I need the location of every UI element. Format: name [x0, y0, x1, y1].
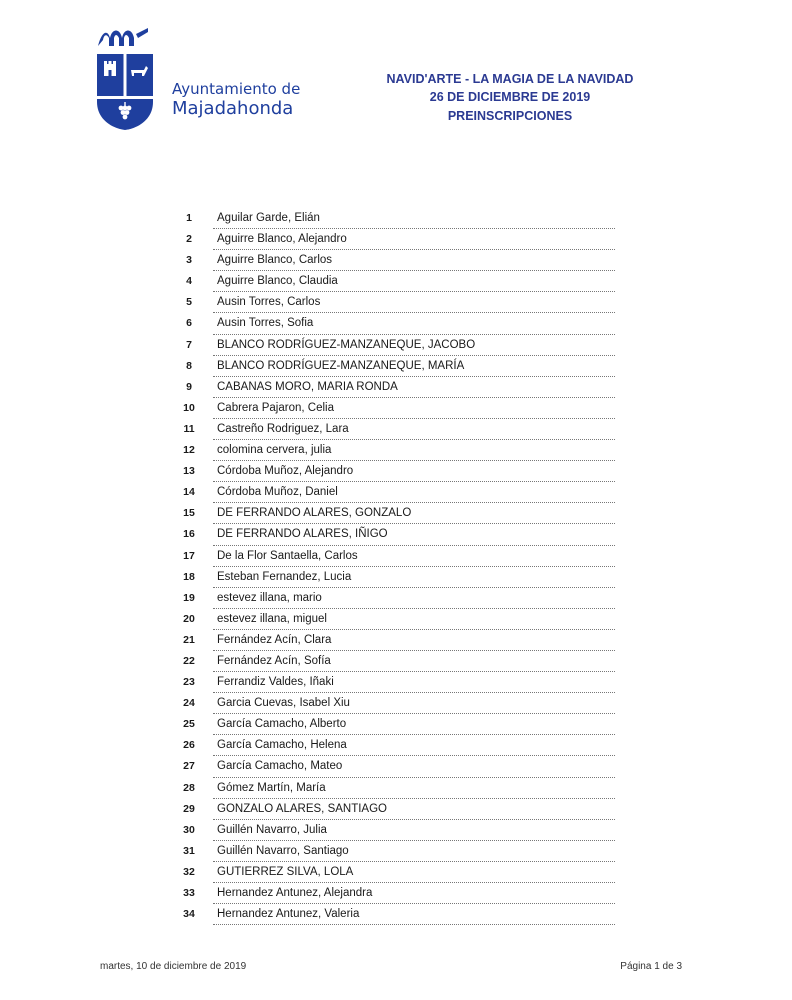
list-item-name: Castreño Rodriguez, Lara: [217, 422, 349, 435]
list-item-name: Aguirre Blanco, Carlos: [217, 254, 333, 267]
list-item: [178, 841, 615, 862]
list-item: [178, 250, 615, 271]
list-item-name: Esteban Fernandez, Lucia: [217, 570, 352, 583]
list-item-name: Fernández Acín, Clara: [217, 633, 332, 646]
list-item: [178, 503, 615, 524]
list-item-name: Ausin Torres, Sofia: [217, 317, 314, 330]
list-item-name: estevez illana, miguel: [217, 612, 327, 625]
list-item-number: 34: [183, 908, 195, 921]
list-item: [178, 904, 615, 925]
list-item-name: estevez illana, mario: [217, 591, 322, 604]
list-item-number: 27: [183, 760, 195, 773]
list-item-name: De la Flor Santaella, Carlos: [217, 549, 358, 562]
list-item: [178, 482, 615, 503]
list-item-name: García Camacho, Alberto: [217, 718, 347, 731]
list-item-name: García Camacho, Mateo: [217, 760, 343, 773]
list-item-number: 22: [183, 654, 195, 667]
list-item: [178, 419, 615, 440]
list-item-name: colomina cervera, julia: [217, 444, 332, 457]
list-item-name: García Camacho, Helena: [217, 739, 347, 752]
list-item: [178, 609, 615, 630]
list-item-name: Gómez Martín, María: [217, 781, 326, 794]
list-item-number: 2: [186, 233, 192, 246]
list-item-number: 29: [183, 802, 195, 815]
list-item-number: 10: [183, 401, 195, 414]
document-title: NAVID'ARTE - LA MAGIA DE LA NAVIDAD: [386, 72, 634, 86]
list-item: [178, 461, 615, 482]
list-item: [178, 862, 615, 883]
list-item-number: 4: [186, 275, 192, 288]
list-item: [178, 335, 615, 356]
list-item-number: 26: [183, 739, 195, 752]
list-item: [178, 693, 615, 714]
list-item: [178, 377, 615, 398]
list-item-number: 6: [186, 317, 192, 330]
list-item: [178, 440, 615, 461]
list-item: [178, 567, 615, 588]
list-item-name: GONZALO ALARES, SANTIAGO: [217, 802, 387, 815]
list-item: [178, 820, 615, 841]
list-item-number: 33: [183, 887, 195, 899]
list-item: [178, 229, 615, 250]
list-item-name: Cabrera Pajaron, Celia: [217, 401, 334, 414]
list-item: [178, 292, 615, 313]
list-item-number: 14: [183, 486, 195, 499]
logo-line-2: Majadahonda: [172, 98, 294, 119]
list-item: [178, 546, 615, 567]
list-item-number: 17: [183, 549, 195, 562]
list-item-number: 12: [183, 444, 195, 457]
footer-date: martes, 10 de diciembre de 2019: [100, 961, 247, 972]
list-item-number: 3: [186, 254, 192, 267]
list-item: [178, 651, 615, 672]
list-item-number: 11: [183, 422, 195, 435]
list-item-name: Guillén Navarro, Julia: [217, 823, 327, 836]
list-item-name: Guillén Navarro, Santiago: [217, 844, 349, 857]
list-item-number: 18: [183, 570, 195, 583]
footer-page-number: Página 1 de 3: [620, 961, 682, 972]
list-item: [178, 735, 615, 756]
list-item-name: Aguilar Garde, Elián: [217, 212, 320, 224]
list-item-number: 23: [183, 676, 195, 689]
logo-line-1: Ayuntamiento de: [172, 80, 301, 98]
list-item-number: 25: [183, 718, 195, 731]
list-item: [178, 799, 615, 820]
list-item-name: Garcia Cuevas, Isabel Xiu: [217, 697, 350, 710]
list-item-name: Hernandez Antunez, Valeria: [217, 908, 360, 921]
list-item-name: DE FERRANDO ALARES, GONZALO: [217, 507, 412, 520]
list-item: [178, 588, 615, 609]
list-item-number: 30: [183, 823, 195, 836]
list-item-number: 5: [186, 296, 192, 309]
list-item: [178, 271, 615, 292]
list-item-number: 15: [183, 507, 195, 520]
list-item: [178, 672, 615, 693]
list-item-name: DE FERRANDO ALARES, IÑIGO: [217, 528, 388, 541]
registration-list: [178, 208, 615, 925]
list-item-number: 21: [183, 633, 195, 646]
list-item-number: 9: [186, 380, 192, 393]
list-item-number: 24: [183, 697, 195, 710]
list-item-number: 19: [183, 591, 195, 604]
row-divider: [213, 924, 615, 925]
list-item-name: Córdoba Muñoz, Alejandro: [217, 465, 354, 478]
list-item-name: Aguirre Blanco, Alejandro: [217, 233, 347, 246]
document-subtitle: PREINSCRIPCIONES: [447, 109, 573, 123]
list-item: [178, 883, 615, 904]
list-item-number: 31: [183, 844, 195, 857]
list-item-name: Ferrandiz Valdes, Iñaki: [217, 676, 334, 689]
list-item-number: 1: [186, 212, 192, 224]
list-item-name: BLANCO RODRÍGUEZ-MANZANEQUE, JACOBO: [217, 338, 476, 351]
list-item: [178, 630, 615, 651]
list-item-number: 7: [186, 338, 192, 351]
list-item-name: GUTIERREZ SILVA, LOLA: [217, 865, 354, 878]
list-item-name: Ausin Torres, Carlos: [217, 296, 321, 309]
list-item: [178, 714, 615, 735]
document-date: 26 DE DICIEMBRE DE 2019: [429, 90, 591, 104]
list-item-number: 13: [183, 465, 195, 478]
list-item-name: Aguirre Blanco, Claudia: [217, 275, 338, 288]
list-item: [178, 398, 615, 419]
logo: [94, 24, 304, 134]
list-item-name: Córdoba Muñoz, Daniel: [217, 486, 338, 499]
list-item-number: 20: [183, 612, 195, 625]
list-item: [178, 313, 615, 334]
list-item-name: BLANCO RODRÍGUEZ-MANZANEQUE, MARÍA: [217, 359, 465, 372]
list-item-number: 16: [183, 528, 195, 541]
list-item: [178, 356, 615, 377]
list-item-number: 28: [183, 781, 195, 794]
list-item: [178, 778, 615, 799]
majadahonda-coat-of-arms-icon: [94, 24, 156, 132]
list-item-number: 32: [183, 865, 195, 878]
list-item: [178, 524, 615, 545]
list-item-name: Hernandez Antunez, Alejandra: [217, 887, 373, 899]
list-item-name: Fernández Acín, Sofía: [217, 654, 331, 667]
list-item-name: CABANAS MORO, MARIA RONDA: [217, 380, 398, 393]
list-item: [178, 208, 615, 229]
list-item-number: 8: [186, 359, 192, 372]
list-item: [178, 756, 615, 777]
